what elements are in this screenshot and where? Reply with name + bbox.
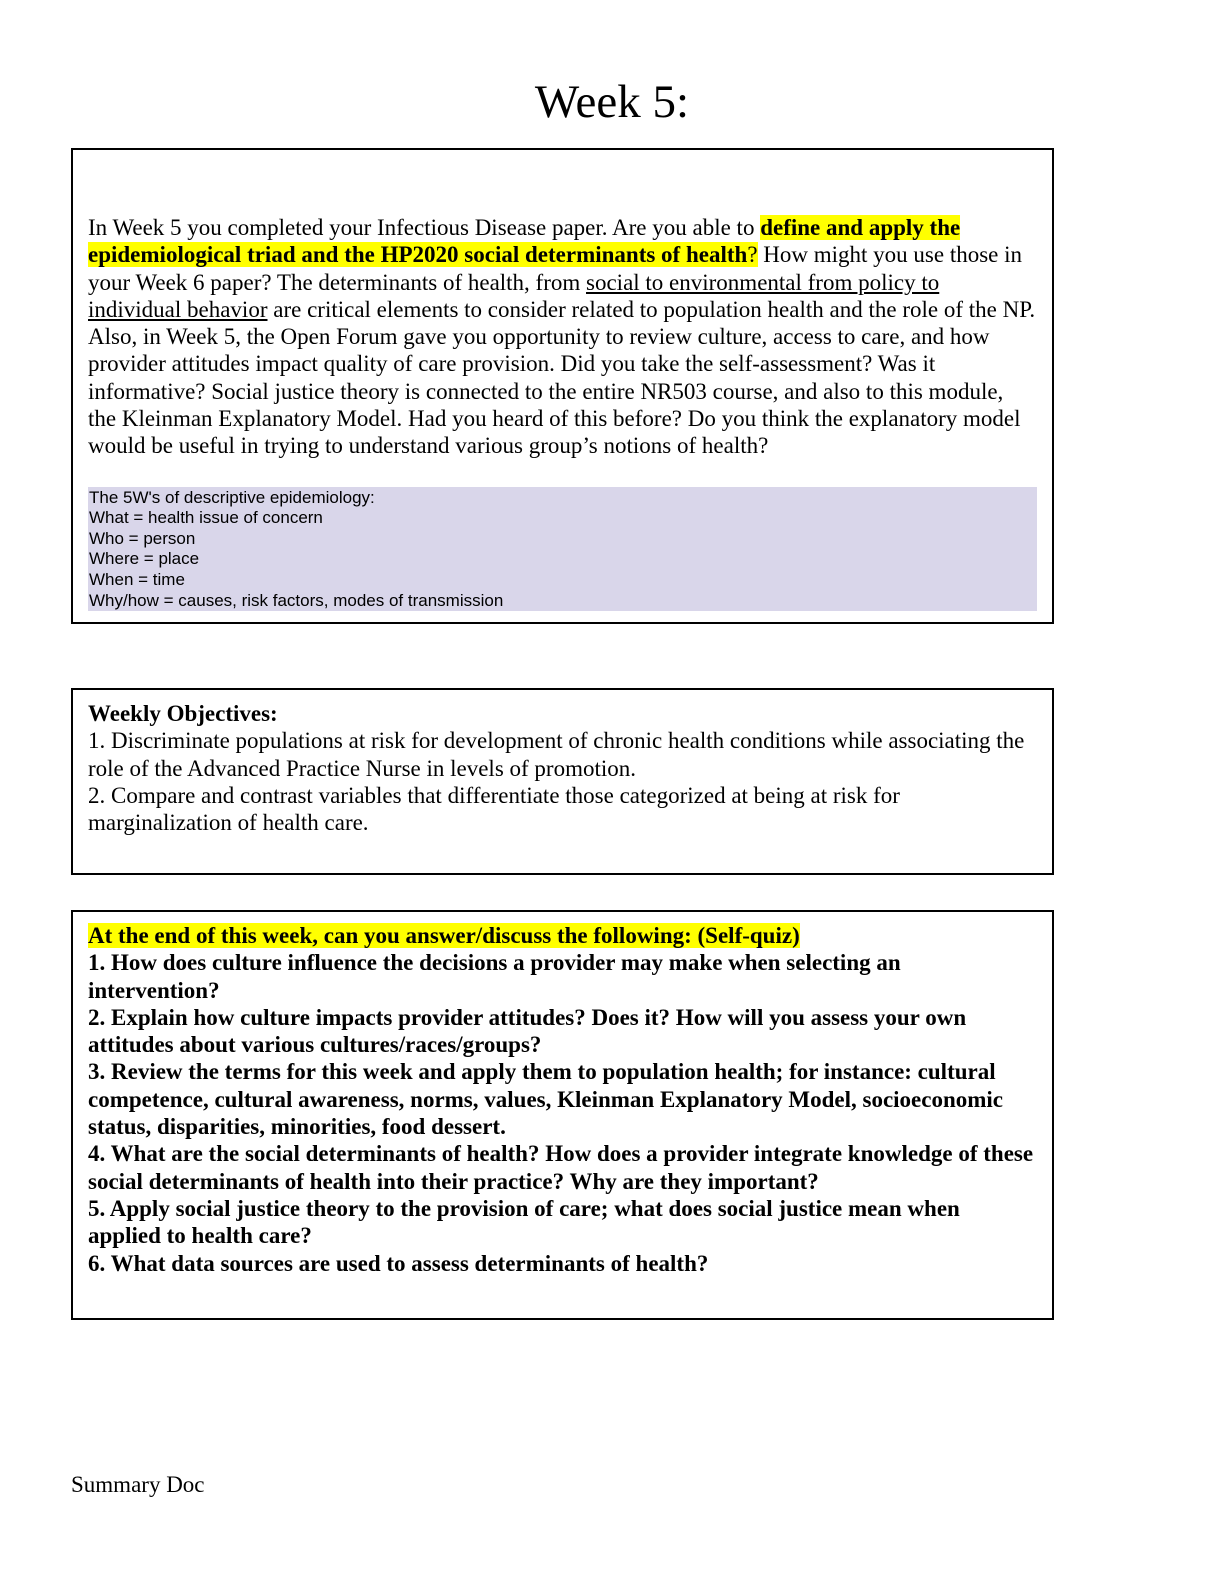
quiz-box	[71, 910, 1054, 1320]
epi-who: Who = person	[89, 528, 196, 548]
page-title: Week 5:	[534, 76, 690, 128]
quiz-item-1: 1. How does culture influence the decisions a provider may make when selecting an intervention?	[88, 950, 901, 1003]
quiz-heading: At the end of this week, can you answer/discuss the following: (Self-quiz)	[88, 923, 800, 948]
objective-item-1: 1. Discriminate populations at risk for development of chronic health conditions while associating the role of the Advanced Practice Nurse in levels of promotion.	[88, 728, 1025, 781]
page-footer: Summary Doc	[71, 1472, 205, 1497]
quiz-item-2: 2. Explain how culture impacts provider attitudes? Does it? How will you assess your own attitudes about various cultures/races/groups?	[88, 1004, 967, 1058]
objective-item-2: 2. Compare and contrast variables that differentiate those categorized at being at risk for marginalization of health care.	[88, 782, 900, 836]
quiz-item-6: 6. What data sources are used to assess determinants of health?	[88, 1250, 709, 1276]
quiz-item-3: 3. Review the terms for this week and apply them to population health; for instance: cultural competence, cultural awareness, norms, values, Kleinman Explanatory Model, socioeconomic status, disparities, minorities, food dessert.	[88, 1059, 1004, 1140]
quiz-item-5: 5. Apply social justice theory to the provision of care; what does social justice mean when applied to health care?	[88, 1195, 960, 1249]
intro-text-part1: In Week 5 you completed your Infectious Disease paper. Are you able to	[88, 215, 761, 240]
intro-text-part3: How might you use those in your Week 6 paper? The determinants of health, from	[88, 242, 1023, 295]
intro-text-part4: are critical elements to consider related to population health and the role of the NP. Also, in Week 5, the Open Forum gave you opportunity to review culture, access to care, and how provider attitudes impact quality of care provision. Did you take the self-assessment? Was it informative? Social justice theory is connected to the entire NR503 course, and also to this module, the Kleinman Explanatory Model. Had you heard of this before? Do you think the explanatory model would be useful in trying to understand various group’s notions of health?	[88, 296, 1036, 459]
epidemiology-panel	[88, 487, 1037, 612]
intro-box	[71, 148, 1054, 624]
epi-what: What = health issue of concern	[89, 508, 323, 528]
quiz-item-4: 4. What are the social determinants of health? How does a provider integrate knowledge of these social determinants of health into their practice? Why are they important?	[88, 1141, 1034, 1194]
intro-highlight: define and apply the epidemiological triad and the HP2020 social determinants of health	[88, 215, 961, 268]
epi-where: Where = place	[89, 549, 200, 569]
epi-why-how: Why/how = causes, risk factors, modes of transmission	[89, 590, 504, 610]
intro-question-mark: ?	[747, 242, 758, 268]
intro-underlined: social to environmental from policy to individual behavior	[88, 269, 940, 322]
epi-when: When = time	[89, 570, 185, 590]
intro-paragraph	[88, 214, 1037, 460]
epi-heading: The 5W's of descriptive epidemiology:	[89, 487, 375, 507]
objectives-heading: Weekly Objectives:	[88, 701, 278, 726]
objectives-box	[71, 688, 1054, 875]
